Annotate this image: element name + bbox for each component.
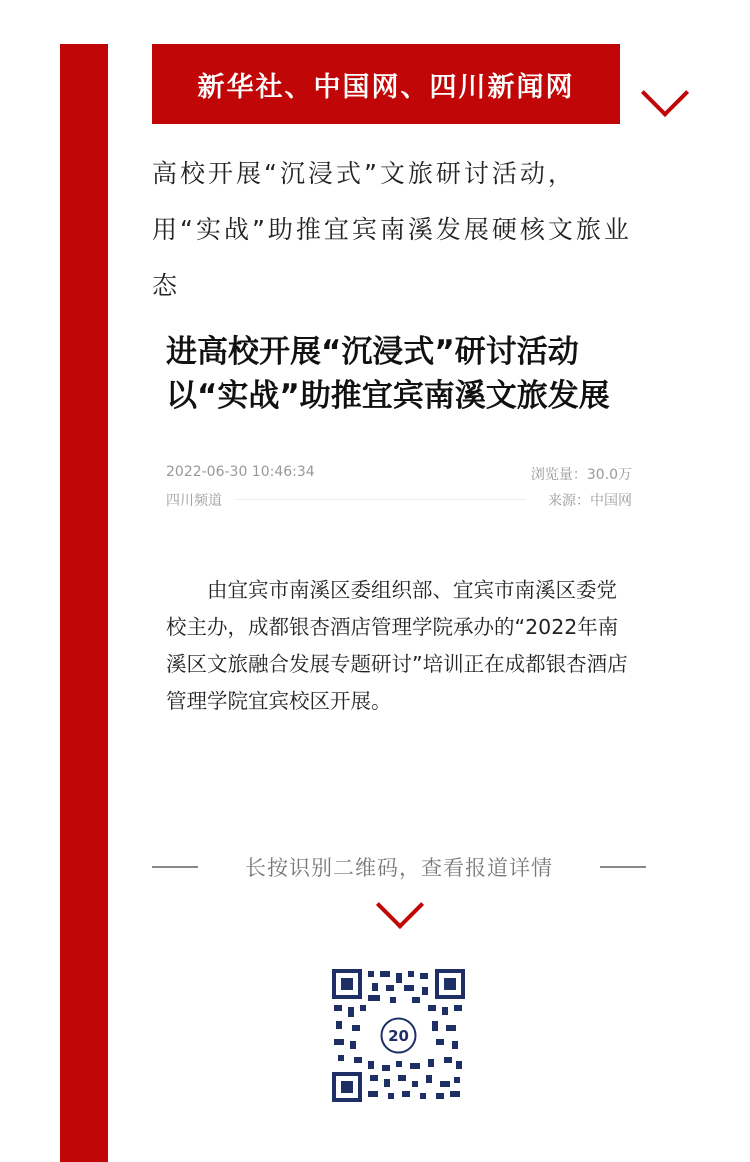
qr-code-icon[interactable]	[332, 969, 465, 1102]
article-body: 由宜宾市南溪区委组织部、宜宾市南溪区委党校主办，成都银杏酒店管理学院承办的“2022年南溪区文旅融合发展专题研讨”培训正在成都银杏酒店管理学院宜宾校区开展。	[166, 578, 628, 713]
chevron-down-icon	[376, 881, 424, 929]
source-label: 来源：中国网	[548, 493, 632, 509]
qr-prompt	[152, 852, 646, 882]
qr-badge: 20	[388, 1027, 409, 1045]
qr-prompt-text: 长按识别二维码，查看报道详情	[245, 856, 553, 880]
left-accent-bar	[60, 44, 108, 1162]
divider-line	[152, 866, 198, 868]
article-headline[interactable]: 进高校开展“沉浸式”研讨活动 以“实战”助推宜宾南溪文旅发展	[166, 334, 610, 414]
article-summary: 高校开展“沉浸式”文旅研讨活动，用“实战”助推宜宾南溪发展硬核文旅业态	[152, 159, 632, 300]
chevron-down-icon[interactable]	[641, 69, 689, 117]
article-meta-row	[166, 464, 632, 484]
view-count: 浏览量：30.0万	[530, 467, 632, 483]
article-meta-row	[166, 490, 632, 510]
divider-line	[600, 866, 646, 868]
channel-label: 四川频道	[166, 493, 222, 509]
source-banner: 新华社、中国网、四川新闻网	[152, 44, 620, 124]
publish-datetime: 2022-06-30 10:46:34	[166, 464, 315, 480]
